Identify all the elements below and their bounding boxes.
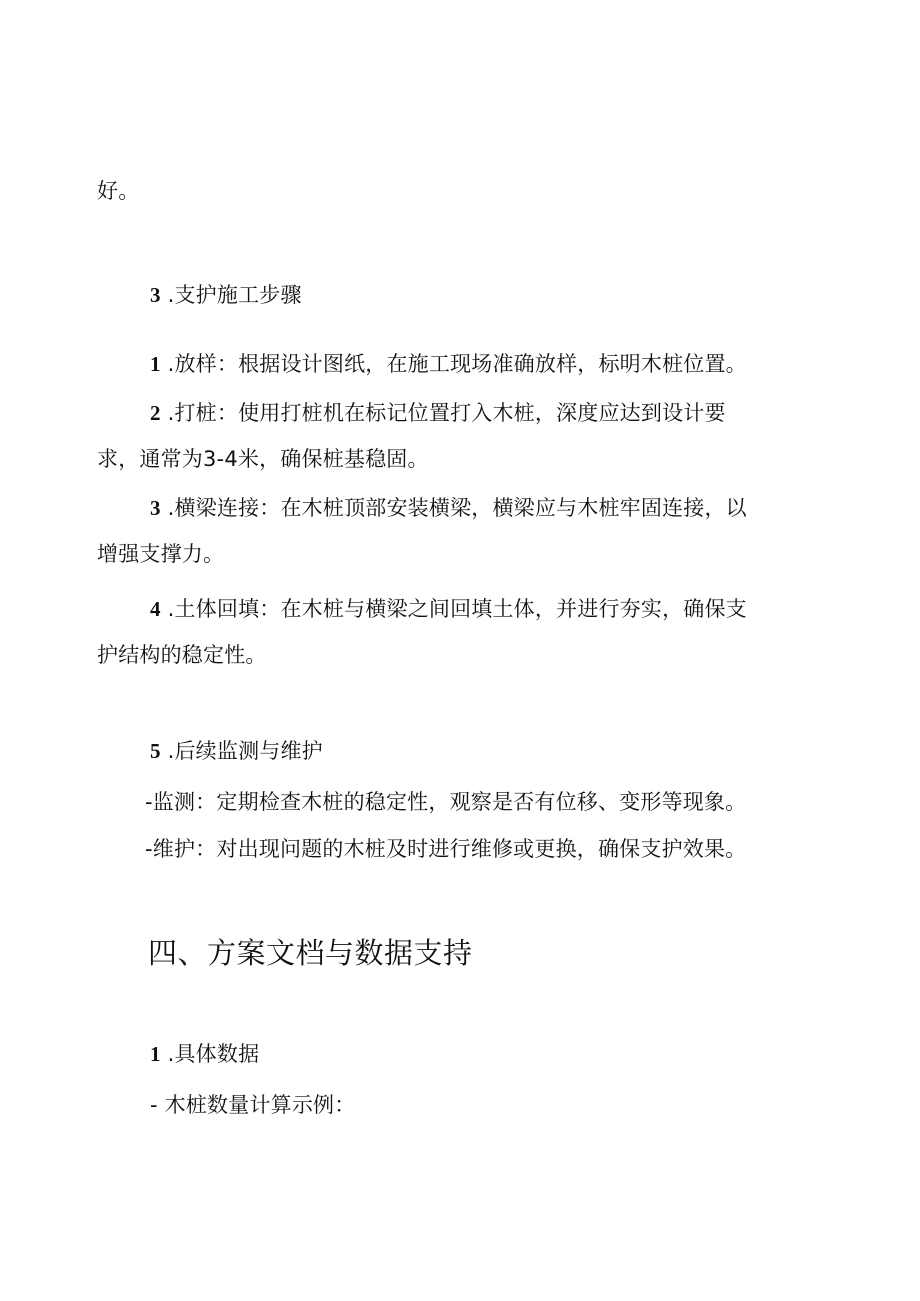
- step-item-4-continued: [97, 640, 267, 670]
- monitoring-item: [145, 787, 746, 817]
- subsection-number: 1: [150, 1042, 161, 1066]
- section-number: 3: [150, 283, 161, 307]
- chapter-title: 四、方案文档与数据支持: [148, 936, 473, 970]
- list-item-text: -维护：对出现问题的木桩及时进行维修或更换，确保支护效果。: [145, 837, 747, 861]
- list-item-text: -监测：定期检查木桩的稳定性，观察是否有位移、变形等现象。: [145, 790, 747, 814]
- step-number: 2: [150, 401, 161, 425]
- step-text: .土体回填：在木桩与横梁之间回填土体，并进行夯实，确保支: [167, 597, 747, 621]
- subsection-title: .具体数据: [167, 1042, 260, 1066]
- step-text: .横梁连接：在木桩顶部安装横梁，横梁应与木桩牢固连接，以: [167, 496, 747, 520]
- step-item-1: [150, 349, 747, 379]
- subsection-heading-1: [150, 1039, 259, 1069]
- step-number: 1: [150, 352, 161, 376]
- carry-over-label: 好。: [97, 179, 140, 203]
- step-text-continued: 护结构的稳定性。: [97, 643, 267, 667]
- section-title: .支护施工步骤: [167, 283, 302, 307]
- step-text: .打桩：使用打桩机在标记位置打入木桩，深度应达到设计要: [167, 401, 726, 425]
- list-item-text: - 木桩数量计算示例：: [150, 1093, 356, 1117]
- step-text-continued: 增强支撑力。: [97, 542, 225, 566]
- maintenance-item: [145, 834, 746, 864]
- step-item-3-continued: [97, 539, 224, 569]
- carry-over-text: [97, 176, 139, 206]
- step-item-2-continued: [97, 444, 429, 474]
- step-number: 4: [150, 597, 161, 621]
- section-heading-5: [150, 736, 323, 766]
- example-item: [150, 1090, 355, 1120]
- step-item-3: [150, 493, 747, 523]
- step-number: 3: [150, 496, 161, 520]
- chapter-heading: [148, 938, 473, 968]
- step-item-4: [150, 594, 747, 624]
- section-heading-3: [150, 280, 302, 310]
- section-number: 5: [150, 739, 161, 763]
- step-item-2: [150, 398, 726, 428]
- section-title: .后续监测与维护: [167, 739, 323, 763]
- step-text-continued: 求，通常为3-4米，确保桩基稳固。: [97, 447, 429, 471]
- step-text: .放样：根据设计图纸，在施工现场准确放样，标明木桩位置。: [167, 352, 747, 376]
